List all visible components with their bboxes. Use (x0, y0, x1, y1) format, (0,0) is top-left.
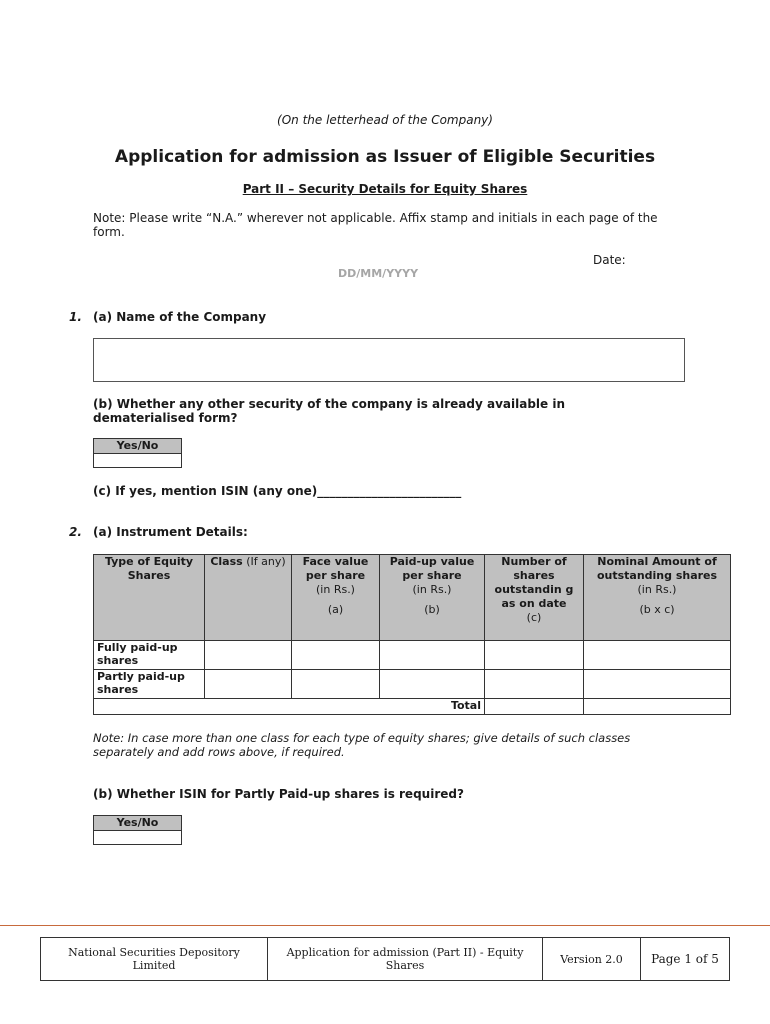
partly-paid-yes-no-box (93, 815, 182, 845)
demat-yes-no-box (93, 438, 182, 468)
instrument-details-label: (a) Instrument Details: (93, 525, 248, 539)
demat-question: (b) Whether any other security of the company is already available in dematerialised form? (93, 397, 566, 425)
company-name-label: (a) Name of the Company (93, 310, 267, 324)
table-row (94, 670, 731, 699)
col-header-shares-outstanding: Number of shares outstandin g as on date (c) (485, 555, 584, 641)
footer-version: Version 2.0 (543, 938, 641, 981)
table-cell[interactable] (380, 670, 485, 699)
footer-page-number: Page 1 of 5 (641, 938, 730, 981)
col-header-class: Class (If any) (205, 555, 292, 641)
page-subtitle: Part II – Security Details for Equity Shares (242, 182, 528, 196)
row-label-fully-paid: Fully paid-up shares (94, 641, 205, 670)
table-cell[interactable] (205, 670, 292, 699)
footer-org: National Securities Depository Limited (41, 938, 268, 981)
footer-table (40, 937, 730, 981)
total-amount-cell[interactable] (584, 699, 731, 715)
letterhead-note: (On the letterhead of the Company) (277, 113, 493, 127)
col-header-paid-up-value: Paid-up value per share (in Rs.) (b) (380, 555, 485, 641)
table-row (94, 641, 731, 670)
demat-yes-no-label: Yes/No (94, 439, 181, 454)
section-2-number: 2. (69, 525, 82, 539)
table-cell[interactable] (292, 641, 380, 670)
section-1-number: 1. (69, 310, 82, 324)
date-label: Date: (593, 253, 626, 267)
table-cell[interactable] (485, 641, 584, 670)
table-cell[interactable] (485, 670, 584, 699)
partly-paid-isin-question: (b) Whether ISIN for Partly Paid-up shares is required? (93, 787, 464, 801)
isin-question: (c) If yes, mention ISIN (any one)________________________ (93, 484, 462, 498)
company-name-field[interactable] (93, 338, 685, 382)
col-header-nominal-amount: Nominal Amount of outstanding shares (in Rs.) (b x c) (584, 555, 731, 641)
table-cell[interactable] (292, 670, 380, 699)
total-label: Total (94, 699, 485, 715)
partly-paid-yes-no-field[interactable] (94, 831, 181, 844)
classes-note: Note: In case more than one class for each type of equity shares; give details of such classes separately and add rows above, if required. (93, 731, 631, 759)
date-field[interactable]: DD/MM/YYYY (338, 267, 419, 280)
partly-paid-yes-no-label: Yes/No (94, 816, 181, 831)
col-header-type: Type of Equity Shares (94, 555, 205, 641)
demat-yes-no-field[interactable] (94, 454, 181, 467)
table-cell[interactable] (205, 641, 292, 670)
footer-divider (0, 925, 770, 926)
instrument-table (93, 554, 731, 715)
total-row (94, 699, 731, 715)
col-header-face-value: Face value per share (in Rs.) (a) (292, 555, 380, 641)
page-title: Application for admission as Issuer of Eligible Securities (114, 147, 656, 167)
instruction-note: Note: Please write “N.A.” wherever not applicable. Affix stamp and initials in each page of the form. (93, 211, 658, 239)
table-cell[interactable] (584, 641, 731, 670)
footer-doc-title: Application for admission (Part II) - Equity Shares (268, 938, 543, 981)
total-shares-cell[interactable] (485, 699, 584, 715)
table-cell[interactable] (584, 670, 731, 699)
row-label-partly-paid: Partly paid-up shares (94, 670, 205, 699)
table-cell[interactable] (380, 641, 485, 670)
